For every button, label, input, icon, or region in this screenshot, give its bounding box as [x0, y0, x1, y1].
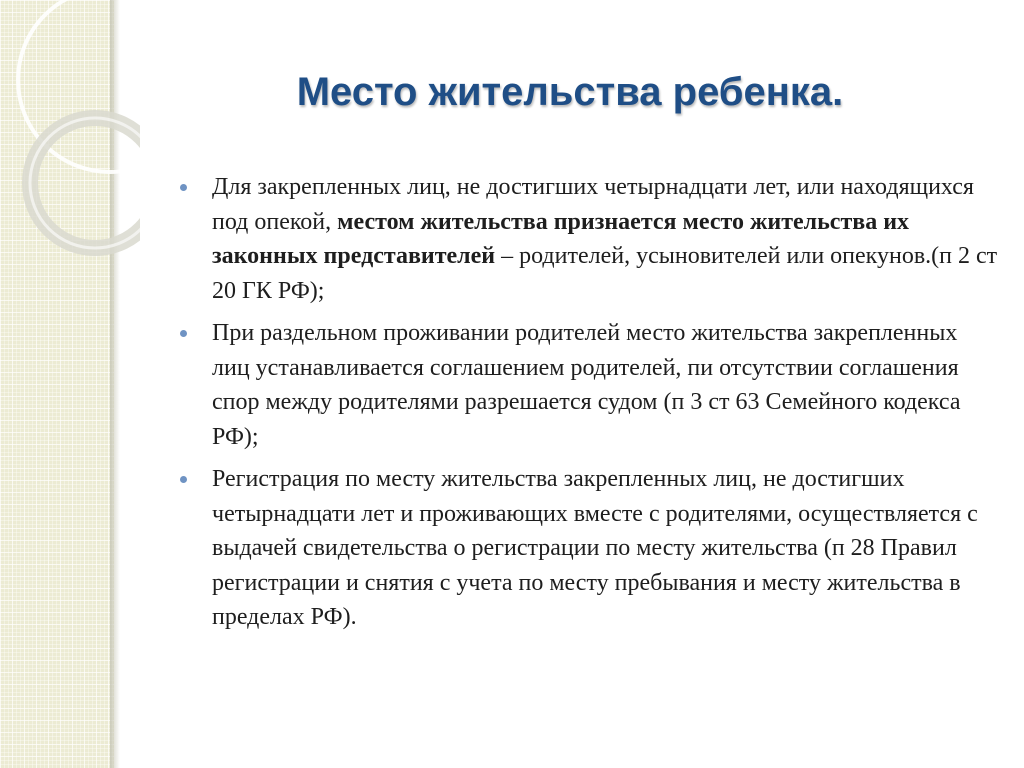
- bullet-text: При раздельном проживании родителей место жительства закрепленных лиц устанавливается соглашением родителей, пи отсутствии соглашения спор между родителями разрешается судом (п 3 ст 63 Семейного кодекса РФ);: [212, 320, 961, 450]
- list-item: [178, 170, 998, 308]
- bullet-text-bold: местом жительства признается место жительства их законных представителей: [212, 208, 910, 269]
- decorative-rings: [0, 0, 140, 300]
- bullet-icon: [180, 330, 187, 337]
- slide-title: Место жительства ребенка.: [296, 70, 844, 114]
- bullet-icon: [180, 184, 187, 191]
- list-item: [178, 462, 998, 635]
- bullet-text-post: – родителей, усыновителей или опекунов.(п 2 ст 20 ГК РФ);: [212, 243, 998, 304]
- bullet-list: [178, 170, 998, 643]
- bullet-icon: [180, 476, 187, 483]
- list-item: [178, 316, 998, 454]
- bullet-text-pre: Для закрепленных лиц, не достигших четырнадцати лет, или находящихся под опекой,: [212, 174, 974, 235]
- bullet-text: Регистрация по месту жительства закрепленных лиц, не достигших четырнадцати лет и проживающих вместе с родителями, осуществляется с выдачей свидетельства о регистрации по месту жительства (п 28 Правил регистрации и снятия с учета по месту пребывания и месту жительства в пределах РФ).: [212, 466, 978, 630]
